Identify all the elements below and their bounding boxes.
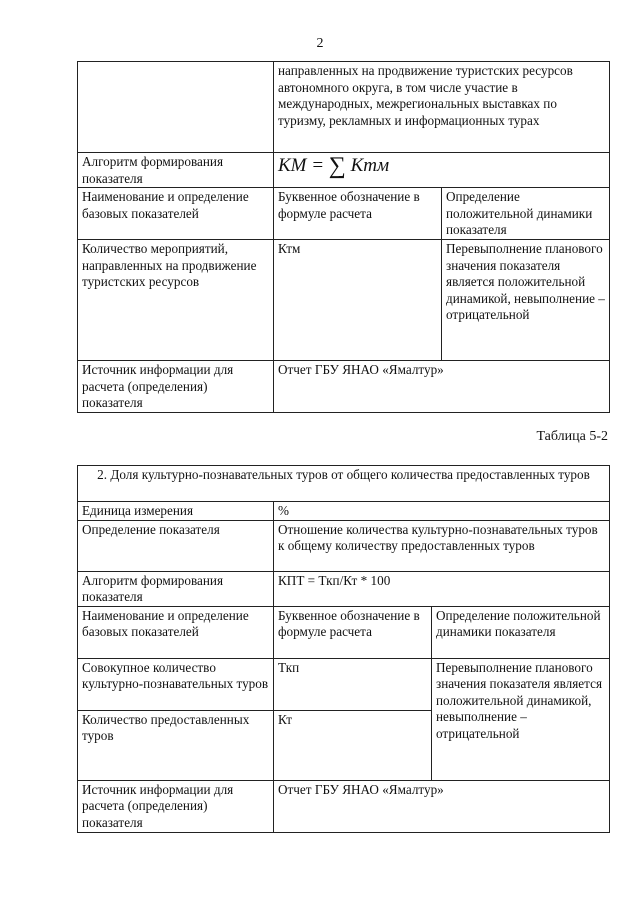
table-row — [78, 62, 610, 153]
source-label: Источник информации для расчета (определения) показателя — [78, 780, 274, 832]
header-symbol: Буквенное обозначение в формуле расчета — [274, 188, 442, 240]
header-symbol: Буквенное обозначение в формуле расчета — [274, 606, 432, 658]
table-row — [78, 361, 610, 413]
formula-rhs: Ктм — [350, 155, 390, 176]
table-caption: Таблица 5-2 — [536, 429, 608, 444]
row-name: Количество мероприятий, направленных на продвижение туристских ресурсов — [78, 240, 274, 361]
empty-cell — [78, 62, 274, 153]
table-row — [78, 520, 610, 571]
formula-lhs: КМ = — [278, 155, 325, 176]
table-row — [78, 606, 610, 658]
continuation-text: направленных на продвижение туристских ресурсов автономного округа, в том числе участие в международных, межрегиональных выставках по туризму, рекламных и информационных турах — [274, 62, 610, 153]
page-number: 2 — [316, 36, 324, 51]
algorithm-label: Алгоритм формирования показателя — [78, 571, 274, 606]
formula — [274, 153, 610, 188]
header-dynamics: Определение положительной динамики показателя — [432, 606, 610, 658]
sigma-symbol: ∑ — [328, 153, 346, 179]
table-title: 2. Доля культурно-познавательных туров от общего количества предоставленных туров — [78, 466, 610, 502]
source-value: Отчет ГБУ ЯНАО «Ямалтур» — [274, 361, 610, 413]
header-name: Наименование и определение базовых показателей — [78, 606, 274, 658]
header-dynamics: Определение положительной динамики показателя — [442, 188, 610, 240]
row1-name: Совокупное количество культурно-познавательных туров — [78, 658, 274, 710]
row1-symbol: Ткп — [274, 658, 432, 710]
table-row — [78, 658, 610, 710]
unit-value: % — [274, 502, 610, 521]
source-value: Отчет ГБУ ЯНАО «Ямалтур» — [274, 780, 610, 832]
header-name: Наименование и определение базовых показателей — [78, 188, 274, 240]
algorithm-label: Алгоритм формирования показателя — [78, 153, 274, 188]
definition-value: Отношение количества культурно-познавательных туров к общему количеству предоставленных туров — [274, 520, 610, 571]
table-row — [78, 466, 610, 502]
unit-label: Единица измерения — [78, 502, 274, 521]
row-symbol: Ктм — [274, 240, 442, 361]
dynamics-value: Перевыполнение планового значения показателя является положительной динамикой, невыполнение – отрицательной — [432, 658, 610, 780]
table-row — [78, 780, 610, 832]
indicator-table-2 — [77, 465, 610, 833]
indicator-table-1 — [77, 61, 610, 413]
table-row — [78, 571, 610, 606]
definition-label: Определение показателя — [78, 520, 274, 571]
algorithm-value: КПТ = Ткп/Кт * 100 — [274, 571, 610, 606]
row-dynamics: Перевыполнение планового значения показателя является положительной динамикой, невыполнение – отрицательной — [442, 240, 610, 361]
table-row — [78, 502, 610, 521]
row2-symbol: Кт — [274, 710, 432, 780]
table-row — [78, 153, 610, 188]
row2-name: Количество предоставленных туров — [78, 710, 274, 780]
source-label: Источник информации для расчета (определения) показателя — [78, 361, 274, 413]
table-row — [78, 188, 610, 240]
table-row — [78, 240, 610, 361]
